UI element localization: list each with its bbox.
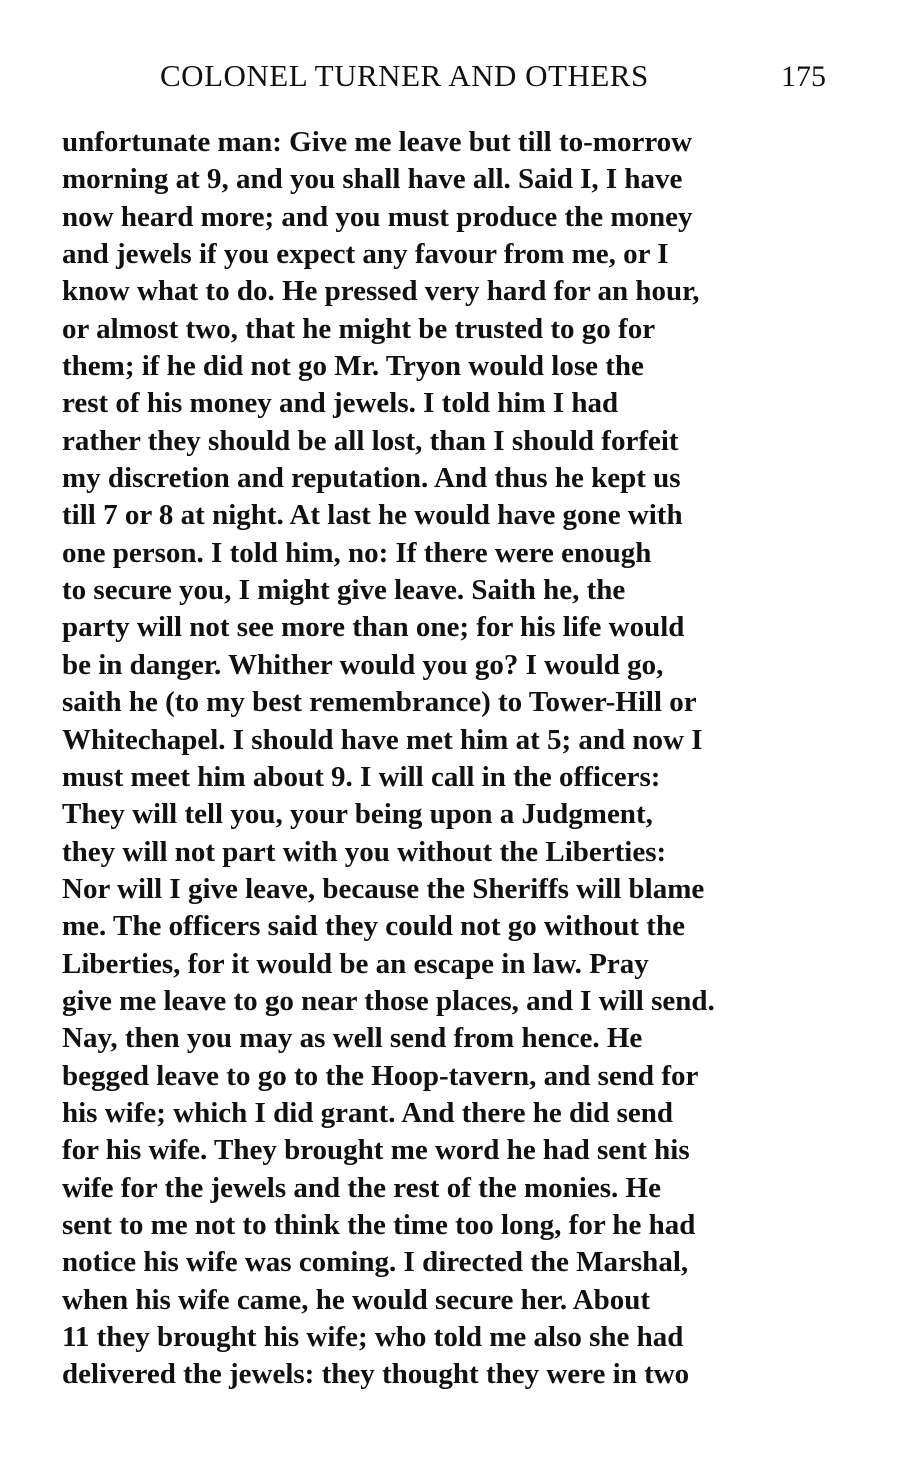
text-line: to secure you, I might give leave. Saith he, the bbox=[62, 574, 626, 607]
text-line: Nay, then you may as well send from hence. He bbox=[62, 1022, 643, 1055]
running-head bbox=[160, 58, 840, 98]
text-line: must meet him about 9. I will call in the officers: bbox=[62, 760, 661, 793]
text-line: morning at 9, and you shall have all. Said I, I have bbox=[62, 163, 683, 196]
text-line: Nor will I give leave, because the Sheriffs will blame bbox=[62, 872, 705, 905]
text-line: them; if he did not go Mr. Tryon would lose the bbox=[62, 350, 644, 383]
text-line: now heard more; and you must produce the money bbox=[62, 200, 693, 233]
text-line: Liberties, for it would be an escape in law. Pray bbox=[62, 947, 649, 980]
text-line: or almost two, that he might be trusted to go for bbox=[62, 312, 656, 345]
page-number: 175 bbox=[781, 60, 826, 93]
running-title: COLONEL TURNER AND OTHERS bbox=[160, 58, 649, 93]
text-line: when his wife came, he would secure her. About bbox=[62, 1283, 651, 1316]
text-line: unfortunate man: Give me leave but till to-morrow bbox=[62, 126, 693, 158]
text-line: be in danger. Whither would you go? I would go, bbox=[62, 648, 664, 681]
text-line: my discretion and reputation. And thus he kept us bbox=[62, 462, 681, 495]
text-line: till 7 or 8 at night. At last he would have gone with bbox=[62, 499, 683, 532]
text-line: they will not part with you without the Liberties: bbox=[62, 835, 667, 868]
body-text bbox=[62, 124, 830, 1394]
text-line: rest of his money and jewels. I told him I had bbox=[62, 387, 619, 420]
text-line: for his wife. They brought me word he had sent his bbox=[62, 1134, 690, 1167]
text-line: me. The officers said they could not go without the bbox=[62, 910, 685, 943]
text-line: Whitechapel. I should have met him at 5; and now I bbox=[62, 723, 703, 756]
text-line: sent to me not to think the time too long, for he had bbox=[62, 1208, 696, 1241]
text-line: know what to do. He pressed very hard for an hour, bbox=[62, 275, 700, 308]
text-line: begged leave to go to the Hoop-tavern, and send for bbox=[62, 1059, 699, 1092]
text-line: one person. I told him, no: If there were enough bbox=[62, 536, 652, 569]
text-line: saith he (to my best remembrance) to Tower-Hill or bbox=[62, 686, 697, 719]
text-line: rather they should be all lost, than I should forfeit bbox=[62, 424, 679, 457]
text-line: wife for the jewels and the rest of the monies. He bbox=[62, 1171, 661, 1204]
text-line: 11 they brought his wife; who told me also she had bbox=[62, 1321, 684, 1353]
text-line: his wife; which I did grant. And there he did send bbox=[62, 1096, 673, 1129]
text-line: notice his wife was coming. I directed the Marshal, bbox=[62, 1246, 689, 1279]
text-line: delivered the jewels: they thought they were in two bbox=[62, 1358, 690, 1391]
text-line: give me leave to go near those places, and I will send. bbox=[62, 984, 715, 1017]
text-line: and jewels if you expect any favour from me, or I bbox=[62, 238, 669, 271]
text-line: They will tell you, your being upon a Judgment, bbox=[62, 798, 653, 831]
text-line: party will not see more than one; for his life would bbox=[62, 611, 685, 644]
